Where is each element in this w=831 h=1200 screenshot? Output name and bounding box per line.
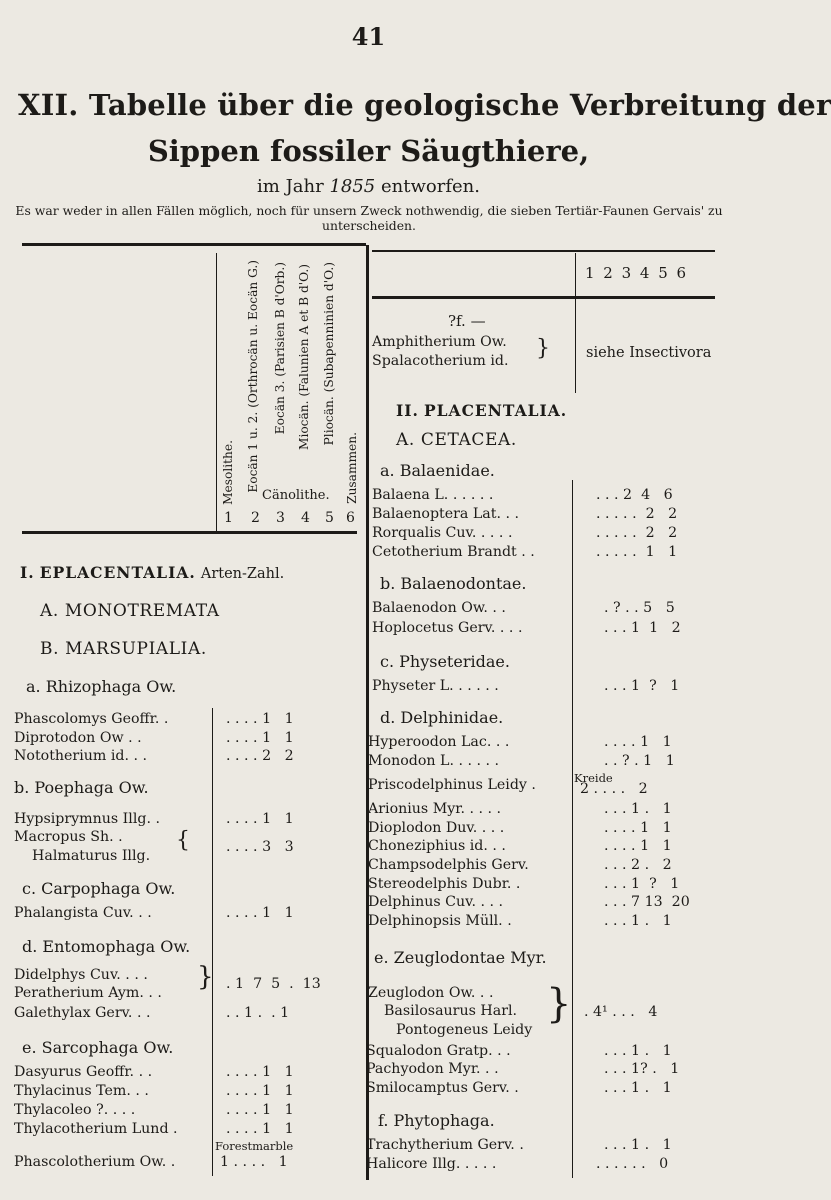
title-line-1: XII. Tabelle über die geologische Verbreitung der [18, 88, 831, 122]
row-nototherium: Nototherium id. . . [14, 748, 148, 764]
left-header-col-line [216, 253, 217, 533]
row-balaenoptera: Balaenoptera Lat. . . [372, 506, 520, 522]
row-pachyodon: Pachyodon Myr. . . [366, 1061, 499, 1077]
fam-question: ?f. — [448, 312, 486, 330]
row-delphinopsis: Delphinopsis Müll. . [368, 913, 512, 929]
sub-cetacea: A. CETACEA. [396, 430, 517, 450]
section-II-name: PLACENTALIA. [424, 401, 568, 420]
brace-amphitherium: } [536, 336, 550, 361]
title-line-3-post: entworfen. [375, 176, 480, 197]
row-peratherium: Peratherium Aym. . . [14, 985, 162, 1001]
fam-balaenidae: a. Balaenidae. [380, 461, 495, 480]
col-number-1: 1 [224, 510, 233, 526]
fam-phytophaga: f. Phytophaga. [378, 1111, 495, 1130]
val-hoplocetus: . . . 1 1 2 [604, 620, 681, 636]
row-arionius: Arionius Myr. . . . . [368, 801, 502, 817]
row-thylacotherium: Thylacotherium Lund . [14, 1121, 178, 1137]
val-delphinus: . . . 7 13 20 [604, 894, 690, 910]
fam-rhizophaga: a. Rhizophaga Ow. [26, 677, 177, 696]
val-diprotodon: . . . . 1 1 [226, 730, 294, 746]
siehe-insectivora: siehe Insectivora [586, 345, 712, 361]
title-year: 1855 [329, 176, 376, 197]
val-hypsiprymnus: . . . . 1 1 [226, 811, 294, 827]
section-I-heading [20, 563, 284, 582]
row-dasyurus: Dasyurus Geoffr. . . [14, 1064, 153, 1080]
val-phalangista: . . . . 1 1 [226, 905, 294, 921]
row-pontogeneus: Pontogeneus Leidy [396, 1022, 533, 1038]
row-hoplocetus: Hoplocetus Gerv. . . . [372, 620, 523, 636]
section-II-heading [396, 401, 567, 420]
col-number-2: 2 [251, 510, 260, 526]
val-arionius: . . . 1 . 1 [604, 801, 672, 817]
val-choneziphius: . . . . 1 1 [604, 838, 672, 854]
val-thylacotherium: . . . . 1 1 [226, 1121, 294, 1137]
title-line-3 [0, 176, 737, 197]
fam-physeteridae: c. Physeteridae. [380, 652, 510, 671]
left-top-rule [22, 243, 366, 246]
kreide-label: Kreide [574, 771, 613, 785]
page-number: 41 [351, 22, 386, 51]
row-halmaturus: Halmaturus Illg. [32, 848, 151, 864]
col-label-3: Eocän 3. (Parisien B d'Orb.) [273, 262, 287, 435]
val-rorqualis: . . . . . 2 2 [596, 525, 678, 541]
row-phascolomys: Phascolomys Geoffr. . [14, 711, 169, 727]
col-label-2: Eocän 1 u. 2. (Orthrocän u. Eocän G.) [246, 260, 260, 493]
row-didelphys: Didelphys Cuv. . . . [14, 967, 148, 983]
row-stereodelphis: Stereodelphis Dubr. . [368, 876, 521, 892]
row-trachytherium: Trachytherium Gerv. . [366, 1137, 524, 1153]
sub-monotremata: A. MONOTREMATA [40, 601, 220, 621]
val-halicore: . . . . . . 0 [596, 1156, 669, 1172]
col-number-3: 3 [276, 510, 285, 526]
row-hypsiprymnus: Hypsiprymnus Illg. . [14, 811, 160, 827]
row-thylacinus: Thylacinus Tem. . . [14, 1083, 149, 1099]
row-balaenodon: Balaenodon Ow. . . [372, 600, 506, 616]
val-delphinopsis: . . . 1 . 1 [604, 913, 672, 929]
val-physeter: . . . 1 ? 1 [604, 678, 680, 694]
col-label-4: Miocän. (Falunien A et B d'O.) [297, 264, 311, 451]
row-balaena: Balaena L. . . . . . [372, 487, 494, 503]
val-squalodon: . . . 1 . 1 [604, 1043, 672, 1059]
fam-balaenodontae: b. Balaenodontae. [380, 574, 527, 593]
row-phalangista: Phalangista Cuv. . . [14, 905, 152, 921]
center-divider [366, 245, 369, 1180]
forestmarble-label: Forestmarble [215, 1139, 294, 1153]
row-galethylax: Galethylax Gerv. . . [14, 1005, 151, 1021]
fam-entomophaga: d. Entomophaga Ow. [22, 937, 191, 956]
row-choneziphius: Choneziphius id. . . [368, 838, 506, 854]
fam-zeuglodontae: e. Zeuglodontae Myr. [374, 948, 547, 967]
row-thylacoleo: Thylacoleo ?. . . . [14, 1102, 136, 1118]
val-priscodelphinus: 2 . . . . 2 [580, 781, 648, 797]
row-physeter: Physeter L. . . . . . [372, 678, 499, 694]
row-diprotodon: Diprotodon Ow . . [14, 730, 142, 746]
section-II-roman: II. [396, 401, 419, 420]
val-stereodelphis: . . . 1 ? 1 [604, 876, 680, 892]
row-amphitherium: Amphitherium Ow. [372, 334, 507, 350]
right-top-rule [372, 250, 715, 252]
left-header-rule [22, 531, 357, 534]
right-col-numbers: 1 2 3 4 5 6 [585, 264, 687, 282]
row-halicore: Halicore Illg. . . . . [366, 1156, 497, 1172]
val-cetotherium: . . . . . 1 1 [596, 544, 678, 560]
val-phascolomys: . . . . 1 1 [226, 711, 294, 727]
val-zeuglodon: . 4¹ . . . 4 [584, 1004, 658, 1020]
arten-zahl: Arten-Zahl. [200, 566, 285, 582]
col-label-1: Mesolithe. [221, 440, 235, 505]
section-I-name: EPLACENTALIA. [39, 563, 196, 582]
val-hyperoodon: . . . . 1 1 [604, 734, 672, 750]
row-basilosaurus: Basilosaurus Harl. [384, 1003, 518, 1019]
val-thylacoleo: . . . . 1 1 [226, 1102, 294, 1118]
val-trachytherium: . . . 1 . 1 [604, 1137, 672, 1153]
fam-sarcophaga: e. Sarcophaga Ow. [22, 1038, 174, 1057]
right-header-col-line [575, 253, 576, 393]
val-pachyodon: . . . 1? . 1 [604, 1061, 680, 1077]
val-dioplodon: . . . . 1 1 [604, 820, 672, 836]
row-cetotherium: Cetotherium Brandt . . [372, 544, 535, 560]
section-I-roman: I. [20, 563, 35, 582]
val-balaenodon: . ? . . 5 5 [604, 600, 675, 616]
row-macropus: Macropus Sh. . [14, 829, 123, 845]
val-balaenoptera: . . . . . 2 2 [596, 506, 678, 522]
brace-zeuglodon: } [546, 981, 572, 1027]
val-phascolotherium: 1 . . . . 1 [220, 1154, 288, 1170]
val-balaena: . . . 2 4 6 [596, 487, 673, 503]
brace-didelphys: } [197, 962, 214, 992]
val-thylacinus: . . . . 1 1 [226, 1083, 294, 1099]
val-nototherium: . . . . 2 2 [226, 748, 294, 764]
fam-delphinidae: d. Delphinidae. [380, 708, 504, 727]
val-champsodelphis: . . . 2 . 2 [604, 857, 672, 873]
row-zeuglodon: Zeuglodon Ow. . . [368, 985, 494, 1001]
col-number-5: 5 [325, 510, 334, 526]
fam-carpophaga: c. Carpophaga Ow. [22, 879, 176, 898]
fam-poephaga: b. Poephaga Ow. [14, 778, 149, 797]
col-label-6: Zusammen. [345, 432, 359, 504]
brace-macropus: { [176, 828, 190, 853]
row-monodon: Monodon L. . . . . . [368, 753, 500, 769]
row-hyperoodon: Hyperoodon Lac. . . [368, 734, 510, 750]
row-phascolotherium: Phascolotherium Ow. . [14, 1154, 176, 1170]
group-label: Cänolithe. [262, 488, 330, 503]
val-dasyurus: . . . . 1 1 [226, 1064, 294, 1080]
sub-marsupialia: B. MARSUPIALIA. [40, 639, 207, 659]
col-label-5: Pliocän. (Subapenninien d'O.) [322, 262, 336, 446]
val-galethylax: . . 1 . . 1 [226, 1005, 290, 1021]
row-squalodon: Squalodon Gratp. . . [366, 1043, 511, 1059]
row-spalacotherium: Spalacotherium id. [372, 353, 509, 369]
right-value-col-line [572, 480, 573, 1178]
right-header-rule [372, 296, 715, 299]
row-priscodelphinus: Priscodelphinus Leidy . [368, 777, 536, 793]
row-champsodelphis: Champsodelphis Gerv. [368, 857, 529, 873]
title-line-3-pre: im Jahr [257, 176, 330, 197]
val-didelphys: . 1 7 5 . 13 [226, 976, 321, 992]
val-smilocamptus: . . . 1 . 1 [604, 1080, 672, 1096]
row-dioplodon: Dioplodon Duv. . . . [368, 820, 505, 836]
col-number-4: 4 [301, 510, 310, 526]
val-monodon: . . ? . 1 1 [604, 753, 675, 769]
intro-note: Es war weder in allen Fällen möglich, noch für unsern Zweck nothwendig, die sieben Tertiär-Faunen Gervais' zu unterscheiden. [15, 203, 723, 233]
title-line-2: Sippen fossiler Säugthiere, [147, 134, 590, 168]
row-delphinus: Delphinus Cuv. . . . [368, 894, 504, 910]
row-rorqualis: Rorqualis Cuv. . . . . [372, 525, 513, 541]
val-macropus: . . . . 3 3 [226, 839, 294, 855]
row-smilocamptus: Smilocamptus Gerv. . [366, 1080, 519, 1096]
col-number-6: 6 [346, 510, 355, 526]
left-value-col-line [212, 708, 213, 1176]
